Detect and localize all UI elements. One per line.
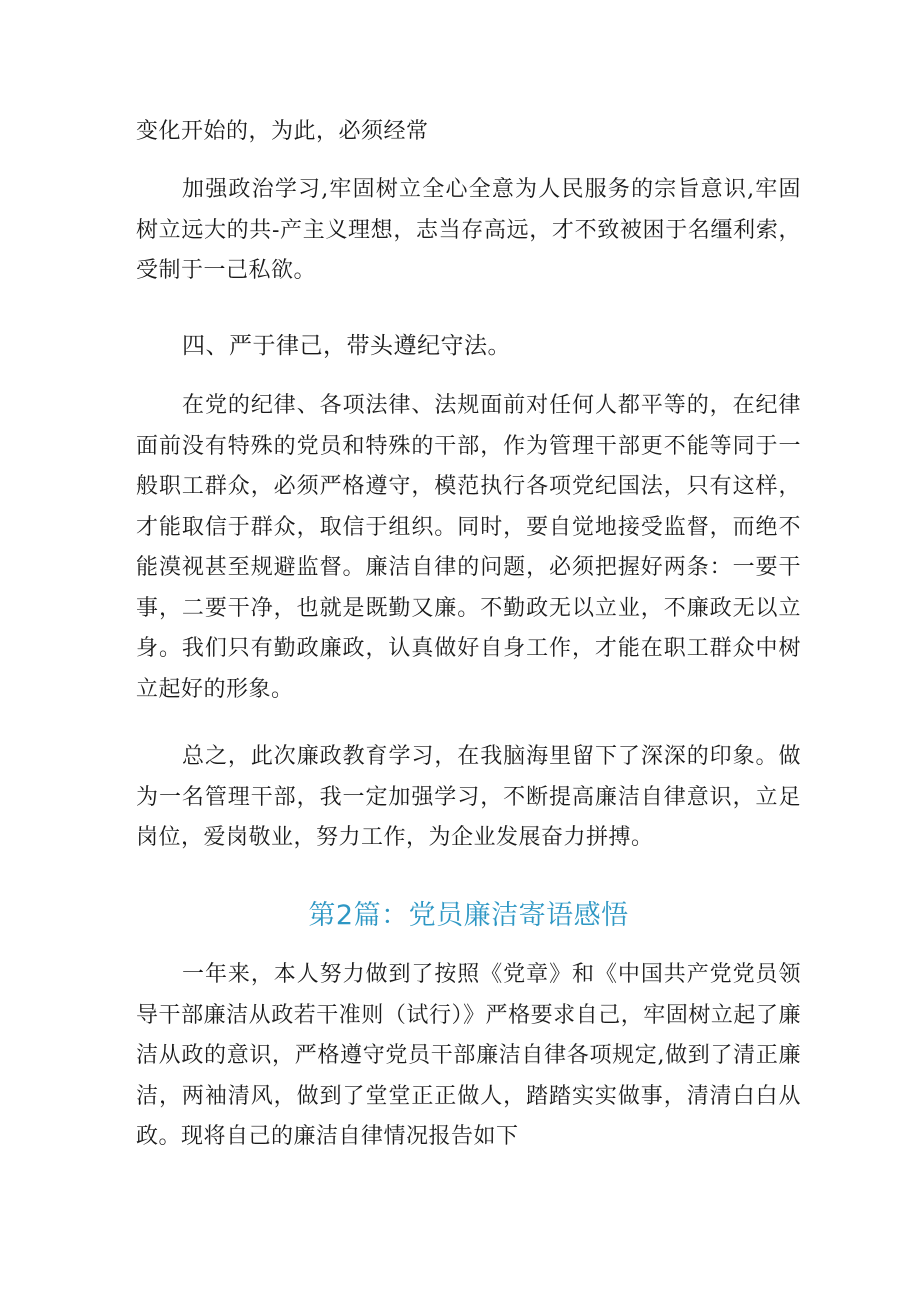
paragraph-article-intro: 一年来，本人努力做到了按照《党章》和《中国共产党党员领导干部廉洁从政若干准则（试行）》严格要求自己，牢固树立起了廉洁从政的意识，严格遵守党员干部廉洁自律各项规定,做到了清正廉洁，两袖清风，做到了堂堂正正做人，踏踏实实做事，清清白白从政。现将自己的廉洁自律情况报告如下 bbox=[136, 962, 801, 1149]
paragraph-discipline: 在党的纪律、各项法律、法规面前对任何人都平等的，在纪律面前没有特殊的党员和特殊的干部，作为管理干部更不能等同于一般职工群众，必须严格遵守，模范执行各项党纪国法，只有这样，才能取信于群众，取信于组织。同时，要自觉地接受监督，而绝不能漠视甚至规避监督。廉洁自律的问题，必须把握好两条：一要干事，二要干净，也就是既勤又廉。不勤政无以立业，不廉政无以立身。我们只有勤政廉政，认真做好自身工作，才能在职工群众中树立起好的形象。 bbox=[136, 393, 801, 702]
paragraph-political-study: 加强政治学习,牢固树立全心全意为人民服务的宗旨意识,牢固树立远大的共-产主义理想，志当存高远，才不致被困于名缰利索，受制于一己私欲。 bbox=[136, 177, 801, 283]
paragraph-summary: 总之，此次廉政教育学习，在我脑海里留下了深深的印象。做为一名管理干部，我一定加强学习，不断提高廉洁自律意识，立足岗位，爱岗敬业，努力工作，为企业发展奋力拼搏。 bbox=[136, 744, 801, 850]
section-heading-four: 四、严于律己，带头遵纪守法。 bbox=[182, 333, 511, 359]
article-title: 第2篇：党员廉洁寄语感悟 bbox=[308, 900, 629, 931]
paragraph-continuation: 变化开始的，为此，必须经常 bbox=[136, 119, 429, 144]
